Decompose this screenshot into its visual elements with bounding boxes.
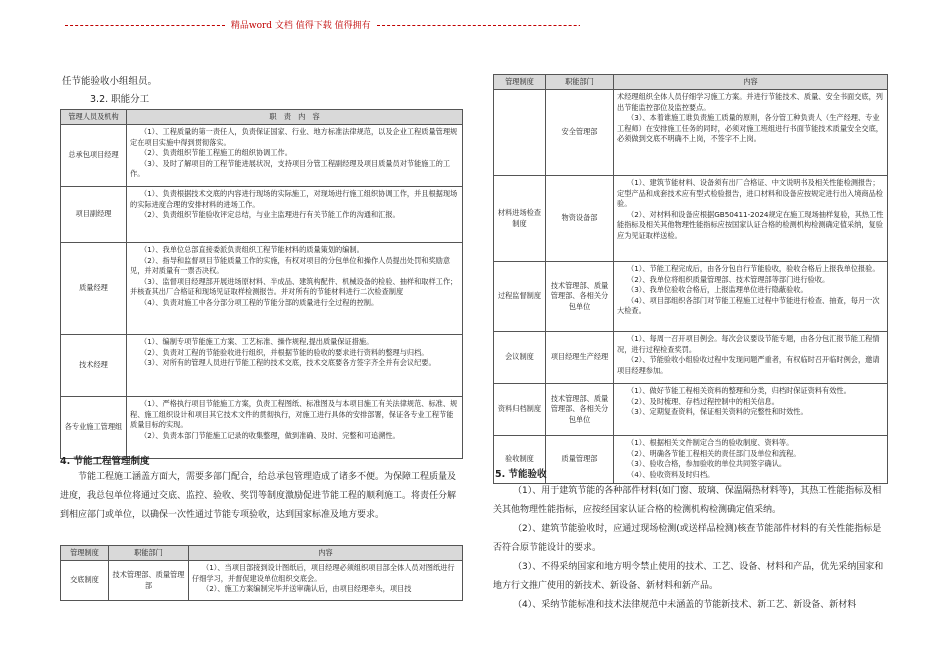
- section-4-body: 节能工程施工涵盖方面大，需要多部门配合，给总承包管理造成了诸多不便。为保障工程质量及进度，我总包单位将通过交底、监控、验收、奖罚等制度激励促进节能工程的顺利施工。将责任分解到相应部门或单位，以确保一次性通过节能专项验收，达到国家标准及地方要求。: [60, 472, 457, 520]
- duty-item: （2）、负责本部门节能施工记录的收集整理，做到准确、及时、完整和可追溯性。: [140, 430, 400, 440]
- duty-item: （1）、严格执行项目节能施工方案，负责工程图纸、标准图及与本项目施工有关法律规范、标准、规程、施工组织设计和项目其它技术文件的贯彻执行，对施工进行具体的安排部署，保证各专业工程节能质量目标的实现。: [130, 399, 458, 429]
- duty-item: （3）、监督项目经理部开展进场原材料、半成品、建筑构配件、机械设备的检验、抽样和取样工作；并核查其出厂合格证和现场见证取样检测报告。并对所有的节能材料进行二次检查制度: [130, 276, 458, 296]
- section-4-heading: 4. 节能工程管理制度: [60, 456, 150, 467]
- paragraph: （4）、采纳节能标准和技术法律规范中未涵盖的节能新技术、新工艺、新设备、新材料: [513, 600, 857, 610]
- duty-item: （2）、指导和监督项目节能质量工作的实施，有权对项目的分包单位和操作人员提出处罚和奖励意见，并对质量有一票否决权。: [130, 255, 451, 275]
- mgmt-item: （2）、对材料和设备应根据GB50411-2024规定在施工现场抽样复验，其热工性能指标及相关其他物理性能指标应按国家认证合格的检测机构检测确定值采纳，复验应为见证取样送检。: [617, 209, 884, 240]
- duty-item: （2）、负责组织节能验收评定总结，与业主监理进行有关节能工作的沟通和汇报。: [140, 210, 400, 219]
- table-row: [61, 243, 463, 335]
- mgmt-item: （1）、每周一召开项目例会。每次会议要设节能专题，由各分包汇报节能工程情况，进行过程检查奖罚。: [617, 334, 880, 354]
- table-row: [494, 176, 888, 262]
- duty-role: 质量经理: [61, 243, 127, 335]
- mgmt-content: [614, 262, 888, 332]
- table-row: [61, 335, 463, 397]
- table-row: [494, 262, 888, 332]
- table-row: [494, 332, 888, 384]
- duty-role: 总承包项目经理: [61, 125, 127, 187]
- mgmt-table-left: [60, 545, 463, 601]
- mgmt-item: （3）、定期复查资料，保证相关资料的完整性和时效性。: [627, 407, 808, 416]
- duty-content: [127, 187, 463, 243]
- duty-item: （4）、负责对施工中各分部分项工程的节能分部的质量进行全过程的控制。: [140, 297, 379, 307]
- section-5-heading: 5. 节能验收: [495, 469, 547, 480]
- duty-content: [127, 243, 463, 335]
- mgmt-item: （2）、我单位将组织质量管理部、技术管理部等部门进行验收。: [627, 274, 830, 284]
- header-banner: [62, 18, 580, 31]
- mgmt-content: [614, 384, 888, 436]
- duty-item: （2）、负责对工程的节能验收进行组织，并根据节能的验收的要求进行资料的整理与归档。: [140, 347, 429, 357]
- duty-header-content: 职 责 内 容: [127, 110, 463, 125]
- mgmt-item: （1）、当项目部接到设计图纸后，项目经理必须组织项目部全体人员对图纸进行仔细学习，并督促建设单位组织交底会。: [192, 563, 455, 583]
- mgmt-header-content: 内容: [189, 546, 463, 561]
- mgmt-header-content: 内容: [614, 75, 888, 90]
- mgmt-dept: 技术管理部、质量管理部、各相关分包单位: [546, 262, 614, 332]
- mgmt-header-dept: 职能部门: [109, 546, 189, 561]
- duty-item: （1）、工程质量的第一责任人，负责保证国家、行业、地方标准法律规范，以及企业工程质量管理规定在项目实施中得到贯彻落实。: [130, 127, 458, 147]
- mgmt-item: （1）、做好节能工程相关资料的整理和分类，归档时保证资料有效性。: [627, 386, 851, 395]
- duty-header-role: 管理人员及机构: [61, 110, 127, 125]
- mgmt-system: [494, 90, 546, 176]
- mgmt-header-system: 管理制度: [494, 75, 546, 90]
- mgmt-item: （4）、验收资料及时归档。: [627, 469, 715, 479]
- mgmt-item: （1）、建筑节能材料、设备须有出厂合格证、中文说明书及相关性能检测报告；定型产品和成套技术应有型式检验报告，进口材料和设备应按规定进行出入境商品检验。: [617, 178, 883, 208]
- duty-item: （3）、对所有的管理人员进行节能工程的技术交底，技术交底要各方签字齐全并有会议纪要。: [140, 358, 436, 367]
- mgmt-item: （2）、施工方案编制完毕并送审确认后，由项目经理牵头，项目技: [202, 584, 412, 593]
- mgmt-item: （3）、我单位验收合格后，上报监理单位进行隐蔽验收。: [627, 285, 808, 294]
- mgmt-content: [189, 561, 463, 601]
- mgmt-system: 资料归档制度: [494, 384, 546, 436]
- mgmt-dept: 技术管理部、质量管理部: [109, 561, 189, 601]
- table-row: [61, 187, 463, 243]
- mgmt-item: 术经理组织全体人员仔细学习施工方案。并进行节能技术、质量、安全书面交底，列出节能监控部位及监控要点。: [617, 92, 883, 112]
- duty-role: 技术经理: [61, 335, 127, 397]
- duty-role: 各专业施工管理组: [61, 397, 127, 459]
- section-3-2-heading: 3.2. 职能分工: [90, 94, 150, 105]
- duty-content: [127, 125, 463, 187]
- mgmt-system: 验收制度: [494, 436, 546, 484]
- duty-item: （2）、负责组织节能工程施工的组织协调工作。: [140, 148, 292, 157]
- mgmt-dept: 项目经理生产经理: [546, 332, 614, 384]
- mgmt-header-dept: 职能部门: [546, 75, 614, 90]
- duty-item: （1）、我单位总部直接委派负责组织工程节能材料的质量策划的编制。: [140, 245, 364, 254]
- mgmt-item: （2）、节能验收小组验收过程中发现问题严重者，有权临时召开临时例会，邀请项目经理参加。: [617, 355, 880, 375]
- mgmt-item: （1）、节能工程完成后，由各分包自行节能验收，验收合格后上报我单位报验。: [627, 264, 880, 273]
- mgmt-item: （2）、明确各节能工程相关的责任部门及单位和流程。: [627, 448, 801, 458]
- duty-item: （1）、负责根据技术交底的内容进行现场的实际施工，对现场进行施工组织协调工作，并且根据现场的实际进度合理的安排材料的进场工作。: [130, 189, 458, 209]
- banner-dash-left: [65, 25, 225, 26]
- mgmt-dept: 质量管理部: [546, 436, 614, 484]
- paragraph: （1）、用于建筑节能的各种部件材料(如门窗、玻璃、保温隔热材料等)，其热工性能指标及相关其他物理性能指标，应按经国家认证合格的检测机构检测确定值采纳。: [493, 486, 882, 515]
- table-row: [61, 397, 463, 459]
- intro-line: 任节能验收小组组员。: [62, 76, 158, 87]
- duty-role: 项目副经理: [61, 187, 127, 243]
- mgmt-content: [614, 436, 888, 484]
- table-row: [494, 384, 888, 436]
- mgmt-content: [614, 90, 888, 176]
- mgmt-item: （3）、验收合格，参加验收的单位共同签字确认。: [627, 459, 787, 468]
- mgmt-dept: 物资设备部: [546, 176, 614, 262]
- section-5-body: [493, 482, 887, 615]
- duty-item: （3）、及时了解项目的工程节能进展状况，支持项目分管工程副经理及项目质量员对节能施工的工作。: [130, 158, 451, 178]
- banner-text: 精品word 文档 值得下载 值得拥有: [230, 21, 371, 31]
- mgmt-system: 会议制度: [494, 332, 546, 384]
- mgmt-dept: 技术管理部、质量管理部、各相关分包单位: [546, 384, 614, 436]
- mgmt-content: [614, 176, 888, 262]
- table-row: [494, 436, 888, 484]
- mgmt-item: （4）、项目部组织各部门对节能工程施工过程中节能进行检查、抽查，每月一次大检查。: [617, 295, 880, 315]
- mgmt-system: 交底制度: [61, 561, 109, 601]
- duty-item: （1）、编制专项节能施工方案、工艺标准、操作规程,提出质量保证措施。: [140, 337, 374, 346]
- paragraph: （2）、建筑节能验收时，应通过现场检测(或送样品检测)核查节能部件材料的有关性能指标是否符合原节能设计的要求。: [493, 524, 882, 553]
- mgmt-item: （3）、本着谁施工谁负责施工质量的原则，各分管工种负责人（生产经理、专业工程师）在安排施工任务的同时，必须对施工班组进行书面节能技术质量安全交底，必须做到交底不明确不上岗，不签字不上岗。: [617, 113, 883, 143]
- table-row: [61, 125, 463, 187]
- mgmt-dept: 安全管理部: [546, 90, 614, 176]
- mgmt-header-system: 管理制度: [61, 546, 109, 561]
- mgmt-item: （1）、根据相关文件制定合当的验收制度、资料等。: [627, 438, 794, 447]
- duty-content: [127, 397, 463, 459]
- duty-content: [127, 335, 463, 397]
- duty-table: [60, 109, 463, 459]
- mgmt-system: 过程监督制度: [494, 262, 546, 332]
- mgmt-system: 材料进场检查制度: [494, 176, 546, 262]
- paragraph: （3）、不得采纳国家和地方明令禁止使用的技术、工艺、设备、材料和产品，优先采纳国家和地方行文推广使用的新技术、新设备、新材料和新产品。: [493, 562, 884, 591]
- table-row: [61, 561, 463, 601]
- table-row: [494, 90, 888, 176]
- mgmt-item: （2）、及时梳理、存档过程控制中的相关信息。: [627, 396, 779, 406]
- mgmt-content: [614, 332, 888, 384]
- banner-dash-right: [377, 25, 580, 26]
- mgmt-table-right: [493, 74, 888, 484]
